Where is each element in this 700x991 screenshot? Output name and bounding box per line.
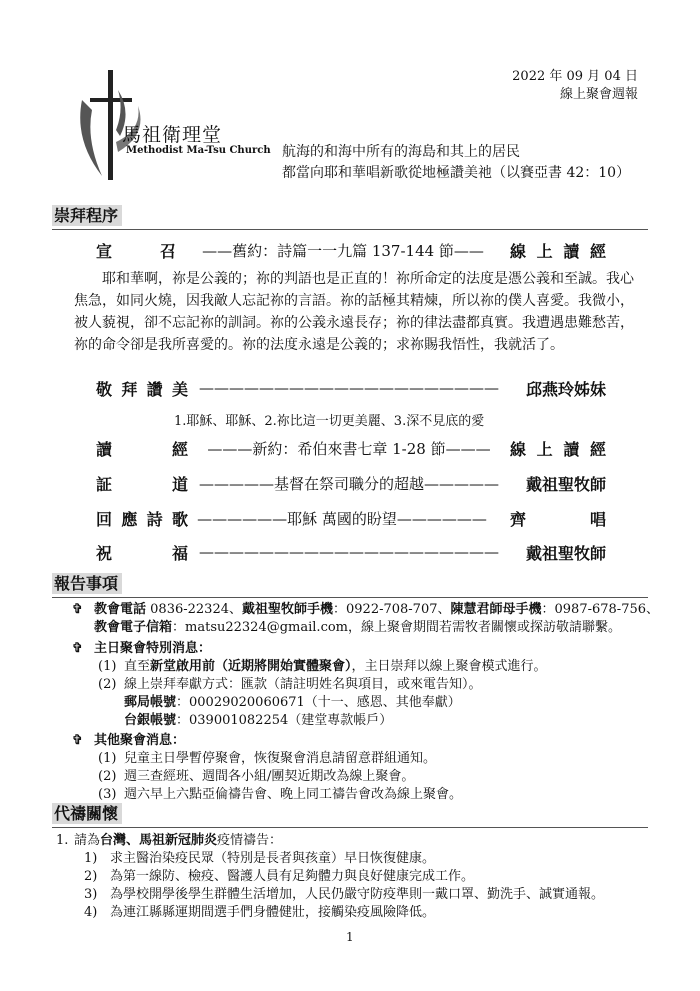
list-item: 4) 為連江縣縣運期間選手們身體健壯，接觸染疫風險降低。	[84, 905, 436, 920]
bank-account: 台銀帳號：039001082254（建堂專款帳戶）	[124, 713, 393, 728]
section-prayer: 代禱關懷	[52, 803, 648, 828]
sermon-title: —————基督在祭司職分的超越—————	[198, 474, 499, 493]
section-report: 報告事項	[52, 573, 648, 598]
praise-leader: 邱燕玲姊妹	[525, 379, 606, 399]
church-name-cn: 馬祖衛理堂	[122, 124, 223, 146]
list-item: (2) 週三查經班、週間各小組/團契近期改為線上聚會。	[98, 769, 415, 784]
date-block	[512, 68, 638, 104]
page-number: 1	[346, 930, 354, 944]
sunday-news: ✞ 主日聚會特別消息：	[72, 641, 212, 656]
post-account: 郵局帳號：00029020060671（十一、感恩、其他奉獻）	[124, 695, 461, 710]
bulletin-date: 2022 年 09 月 04 日	[512, 69, 638, 84]
order-praise: 敬 拜 讚 美 ———————————————————— 邱燕玲姊妹	[96, 376, 606, 400]
list-item: 2) 為第一線防、檢疫、醫護人員有足夠體力與良好健康完成工作。	[84, 869, 475, 884]
verse-line-2: 都當向耶和華唱新歌從地極讚美祂（以賽亞書 42：10）	[282, 165, 631, 181]
section-worship: 崇拜程序	[52, 205, 648, 230]
verse-line-1: 航海的和海中所有的海島和其上的居民	[282, 144, 520, 160]
order-reading: 讀 經 ———新約：希伯來書七章 1-28 節——— 線 上 讀 經	[96, 439, 606, 459]
cross-icon: ✞	[72, 641, 83, 656]
list-item: (1) 兒童主日學暫停聚會，恢復聚會消息請留意群組通知。	[98, 751, 437, 766]
call-text: 耶和華啊，祢是公義的；祢的判語也是正直的！祢所命定的法度是憑公義和至誠。我心焦急，如同火燒，因我敵人忘記祢的言語。祢的話極其精煉，所以祢的僕人喜愛。我微小，被人藐視，卻不忘記祢的訓詞。祢的公義永遠長存；祢的律法盡都真實。我遭遇患難愁苦，祢的命令卻是我所喜愛的。祢的法度永遠是公義的；求祢賜我悟性，我就活了。	[74, 271, 634, 353]
other-news: ✞ 其他聚會消息：	[72, 733, 186, 748]
order-sermon: 証 道 —————基督在祭司職分的超越————— 戴祖聖牧師	[96, 474, 606, 494]
report-list: ✞ 教會電話 0836-22324、戴祖聖牧師手機：0922-708-707、陳慧君師母手機：0987-678-756、 教會電子信箱：matsu22324@gmail.com，線上聚會期間若需牧者關懷或探訪敬請聯繫。 ✞ 主日聚會特別消息： (1) 直至新堂啟用前（近期將開始實體聚會），主日崇拜以線上聚會模式進行。 (2) 線上崇拜奉獻方式：匯款（請註明姓名與項目，或來電告知）。 郵局帳號：00029020060671（十一、感恩、其他奉獻） 台銀帳號：039001082254（建堂專款帳戶） ✞ 其他聚會消息： (1) 兒童主日學暫停聚會，恢復聚會消息請留意群組通知。 (2) 週三查經班、週間各小組/團契近期改為線上聚會。 (3) 週六早上六點亞倫禱告會、晚上同工禱告會改為線上聚會。	[72, 601, 662, 804]
cross-icon: ✞	[72, 733, 83, 748]
list-item: 3) 為學校開學後學生群體生活增加，人民仍嚴守防疫準則一戴口罩、勤洗手、誠實通報。	[84, 887, 605, 902]
contact-email: ：matsu22324@gmail.com，線上聚會期間若需牧者關懷或探訪敬請聯繫。	[172, 620, 621, 635]
call-scripture: ——舊約：詩篇一一九篇 137-144 節——	[202, 241, 484, 260]
order-response: 回 應 詩 歌 ——————耶穌 萬國的盼望—————— 齊 唱	[96, 509, 606, 529]
list-item: 1) 求主醫治染疫民眾（特別是長者與孩童）早日恢復健康。	[84, 851, 436, 866]
bulletin-type: 線上聚會週報	[559, 87, 638, 102]
list-item: (3) 週六早上六點亞倫禱告會、晚上同工禱告會改為線上聚會。	[98, 787, 463, 802]
theme-verse	[282, 142, 630, 184]
song-list: 1.耶穌、耶穌、2.祢比這一切更美麗、3.深不見底的愛	[174, 414, 485, 429]
cross-icon: ✞	[72, 602, 83, 617]
prayer-list: 1. 請為台灣、馬祖新冠肺炎疫情禱告： 1) 求主醫治染疫民眾（特別是長者與孩童）早日恢復健康。 2) 為第一線防、檢疫、醫護人員有足夠體力與良好健康完成工作。 3) 為學校開學後學生群體生活增加，人民仍嚴守防疫準則一戴口罩、勤洗手、誠實通報。 4) 為連江縣縣運期間選手們身體健壯，接觸染疫風險降低。	[56, 832, 656, 922]
contact-info: ✞ 教會電話 0836-22324、戴祖聖牧師手機：0922-708-707、陳慧君師母手機：0987-678-756、	[72, 602, 660, 617]
order-call: 宣 召 ——舊約：詩篇一一九篇 137-144 節—— 線 上 讀 經	[96, 241, 606, 261]
order-blessing: 祝 福 ———————————————————— 戴祖聖牧師	[96, 543, 606, 563]
church-name-en: Methodist Ma-Tsu Church	[126, 145, 271, 156]
